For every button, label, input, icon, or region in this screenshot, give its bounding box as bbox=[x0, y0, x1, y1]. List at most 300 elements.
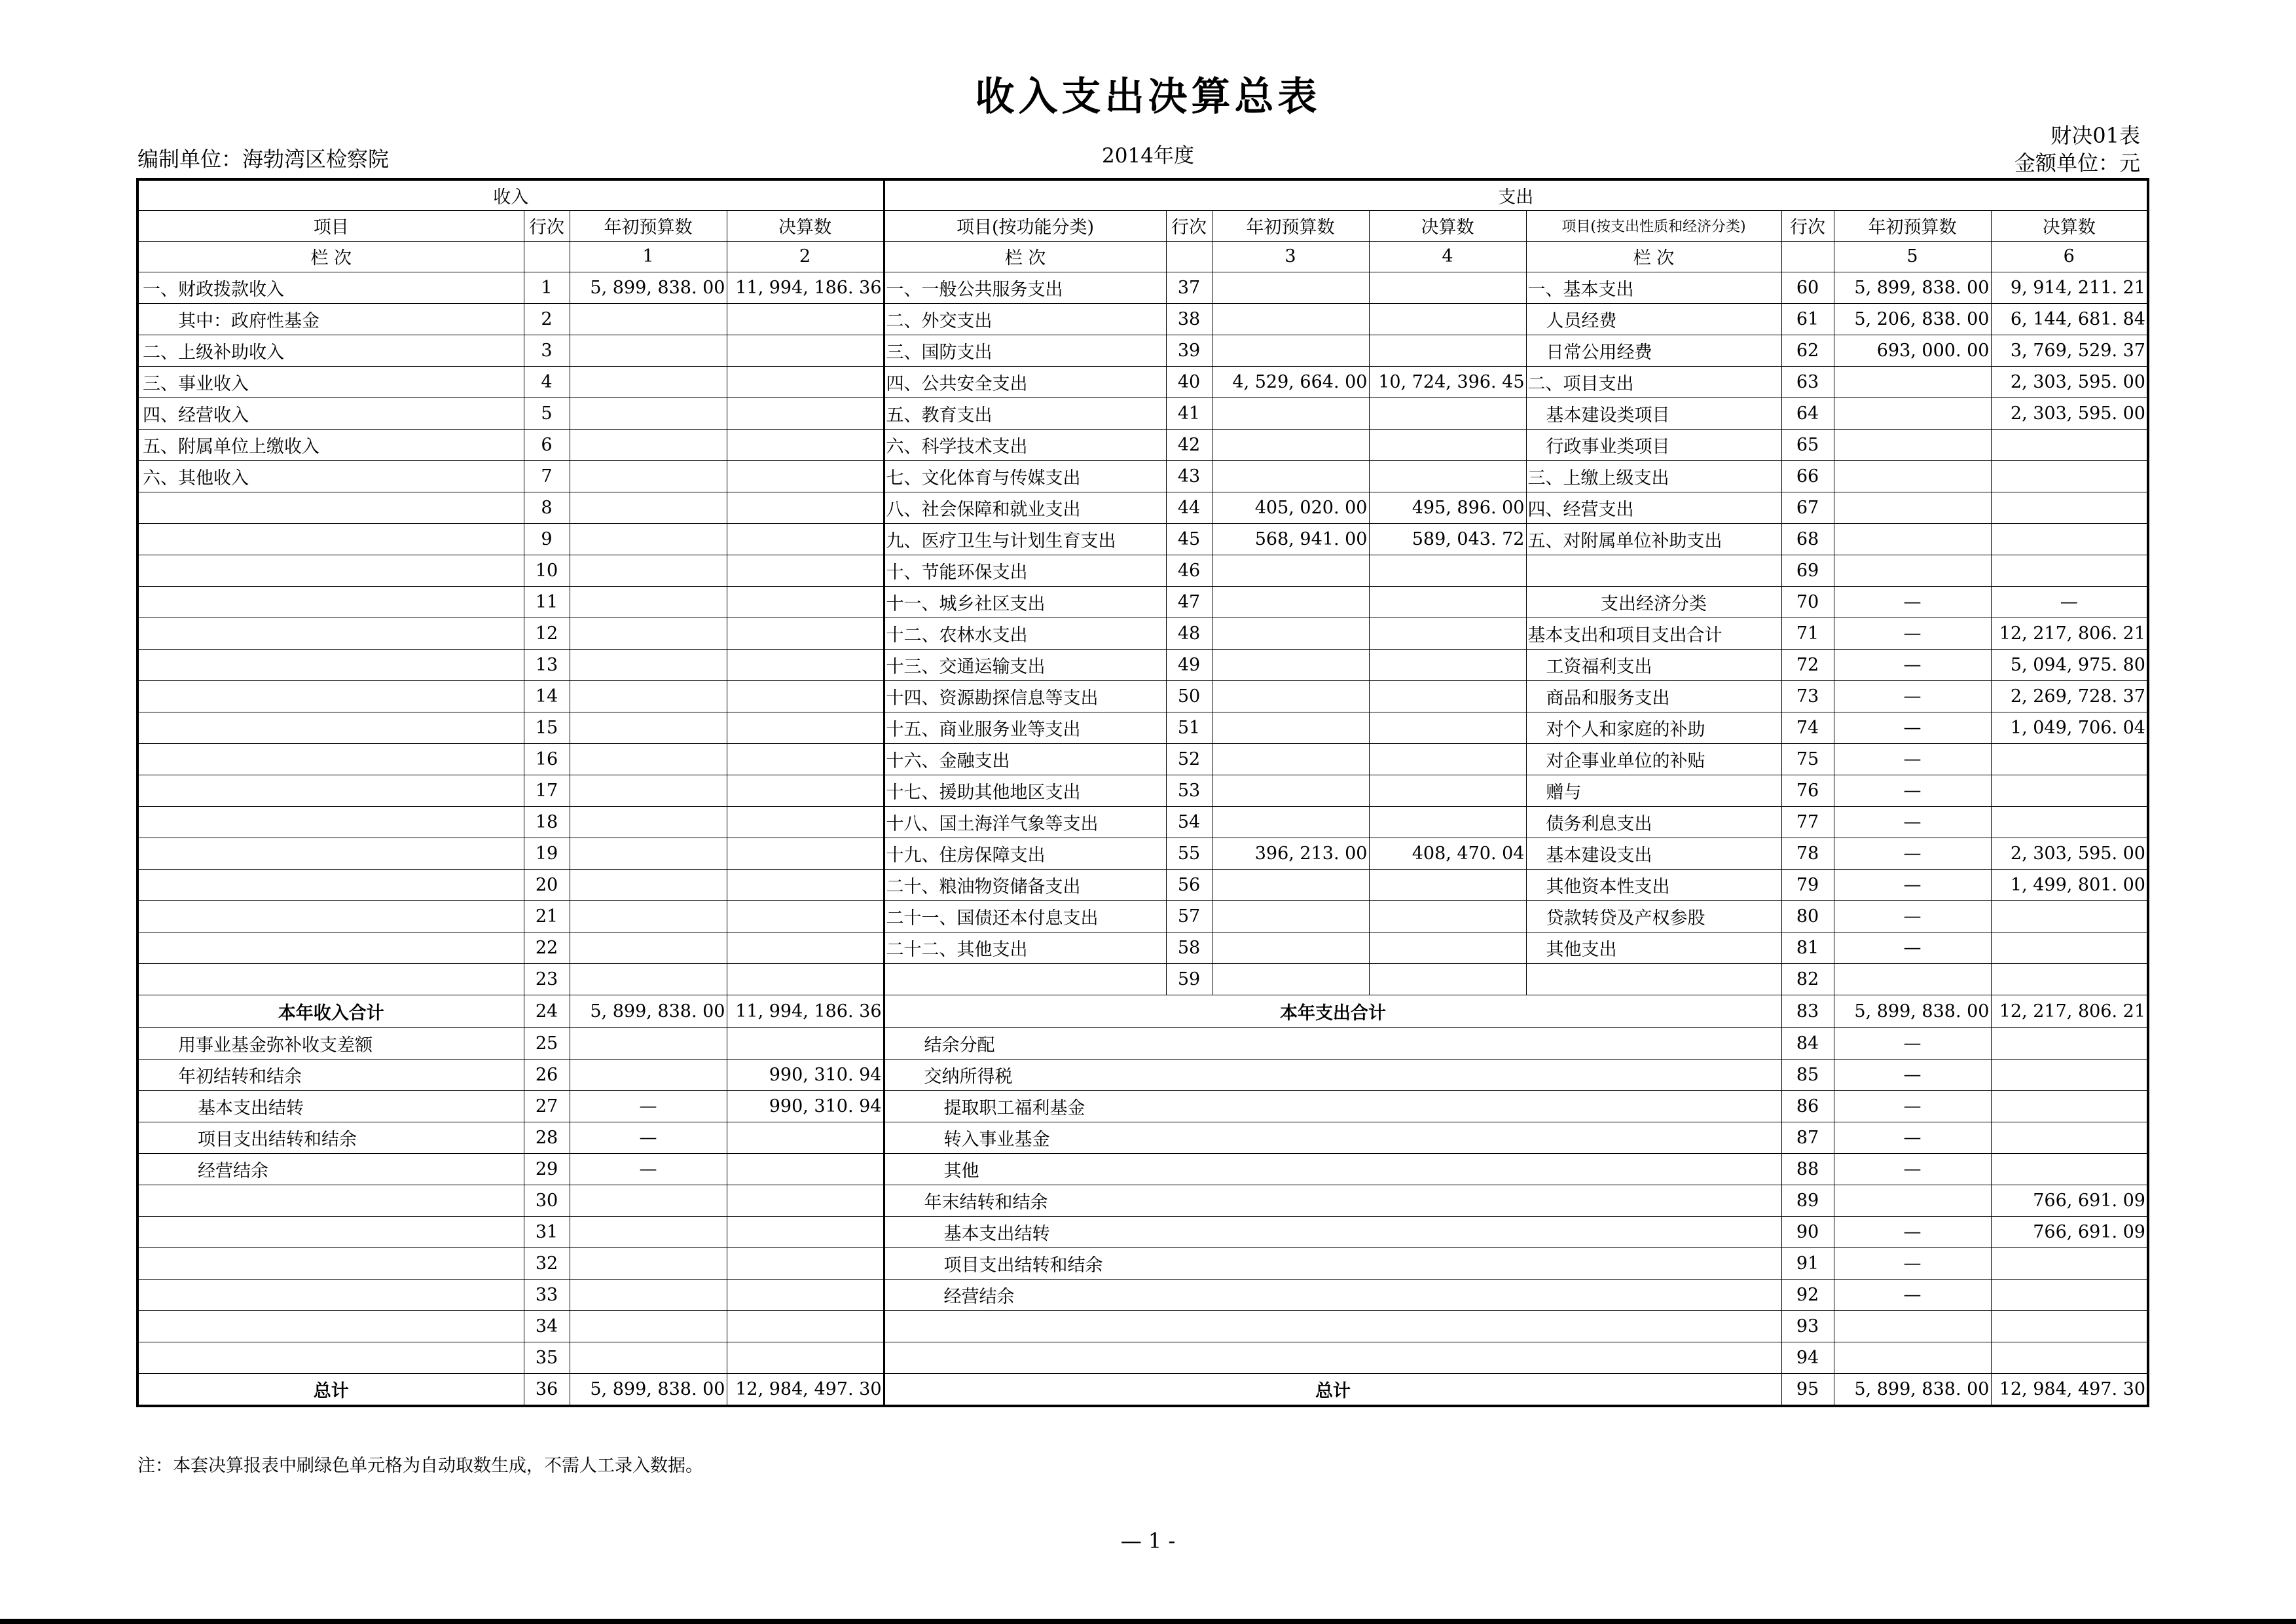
col-number: 6 bbox=[1991, 241, 2148, 272]
final-amount bbox=[1369, 272, 1526, 303]
final-amount bbox=[727, 1027, 884, 1059]
final-amount bbox=[1991, 806, 2148, 838]
page-number: — 1 - bbox=[1120, 1528, 1176, 1553]
function-expense-item: 二、外交支出 bbox=[884, 303, 1166, 335]
line-number: 73 bbox=[1781, 680, 1834, 712]
final-amount: 10, 724, 396. 45 bbox=[1369, 366, 1526, 397]
line-number: 25 bbox=[524, 1027, 570, 1059]
final-amount bbox=[1991, 429, 2148, 460]
line-number: 43 bbox=[1166, 460, 1212, 492]
budget-amount bbox=[570, 1342, 727, 1373]
economic-expense-item: 三、上缴上级支出 bbox=[1526, 460, 1781, 492]
budget-amount: — bbox=[1834, 806, 1991, 838]
column-header-row bbox=[137, 210, 2148, 241]
final-amount bbox=[727, 869, 884, 900]
final-amount bbox=[1369, 775, 1526, 806]
line-number: 16 bbox=[524, 743, 570, 775]
income-item bbox=[137, 1279, 524, 1310]
budget-amount bbox=[1212, 869, 1369, 900]
col-number: 2 bbox=[727, 241, 884, 272]
budget-amount bbox=[1212, 963, 1369, 995]
table-row bbox=[137, 963, 2148, 995]
budget-amount: 5, 206, 838. 00 bbox=[1834, 303, 1991, 335]
function-expense-item: 十九、住房保障支出 bbox=[884, 838, 1166, 869]
budget-amount: — bbox=[570, 1090, 727, 1122]
budget-amount: 568, 941. 00 bbox=[1212, 523, 1369, 555]
line-number: 78 bbox=[1781, 838, 1834, 869]
income-item: 四、经营收入 bbox=[137, 397, 524, 429]
budget-amount: — bbox=[1834, 1027, 1991, 1059]
final-amount bbox=[727, 775, 884, 806]
final-amount bbox=[1991, 555, 2148, 586]
final-amount bbox=[1991, 523, 2148, 555]
col-func-item: 项目(按功能分类) bbox=[884, 210, 1166, 241]
table-row bbox=[137, 1342, 2148, 1373]
final-amount: 1, 049, 706. 04 bbox=[1991, 712, 2148, 743]
final-amount: 3, 769, 529. 37 bbox=[1991, 335, 2148, 366]
expense-item: 项目支出结转和结余 bbox=[884, 1247, 1781, 1279]
final-amount bbox=[1991, 1027, 2148, 1059]
final-amount: 589, 043. 72 bbox=[1369, 523, 1526, 555]
budget-amount: 5, 899, 838. 00 bbox=[1834, 1373, 1991, 1406]
table-row bbox=[137, 1059, 2148, 1090]
budget-amount bbox=[570, 932, 727, 963]
col-item: 项目 bbox=[137, 210, 524, 241]
final-amount bbox=[1369, 586, 1526, 618]
income-item bbox=[137, 775, 524, 806]
final-amount bbox=[727, 1342, 884, 1373]
line-number: 86 bbox=[1781, 1090, 1834, 1122]
budget-amount bbox=[1834, 460, 1991, 492]
final-amount bbox=[1369, 963, 1526, 995]
table-row bbox=[137, 618, 2148, 649]
final-amount bbox=[1369, 460, 1526, 492]
col-number: 5 bbox=[1834, 241, 1991, 272]
line-number: 35 bbox=[524, 1342, 570, 1373]
line-number: 66 bbox=[1781, 460, 1834, 492]
budget-amount bbox=[570, 775, 727, 806]
budget-amount: — bbox=[1834, 1279, 1991, 1310]
final-amount bbox=[1991, 460, 2148, 492]
budget-amount: 693, 000. 00 bbox=[1834, 335, 1991, 366]
line-number: 17 bbox=[524, 775, 570, 806]
budget-amount bbox=[570, 869, 727, 900]
table-row bbox=[137, 272, 2148, 303]
income-item: 年初结转和结余 bbox=[137, 1059, 524, 1090]
final-amount bbox=[1369, 806, 1526, 838]
table-row bbox=[137, 303, 2148, 335]
income-item: 三、事业收入 bbox=[137, 366, 524, 397]
table-row bbox=[137, 932, 2148, 963]
currency-unit: 金额单位：元 bbox=[2014, 151, 2140, 175]
col-budget: 年初预算数 bbox=[1834, 210, 1991, 241]
function-expense-item: 十三、交通运输支出 bbox=[884, 649, 1166, 680]
line-number: 59 bbox=[1166, 963, 1212, 995]
function-expense-item bbox=[884, 963, 1166, 995]
expense-sum-label: 本年支出合计 bbox=[884, 995, 1781, 1027]
line-number: 81 bbox=[1781, 932, 1834, 963]
line-number: 18 bbox=[524, 806, 570, 838]
budget-amount: — bbox=[1834, 649, 1991, 680]
line-number: 68 bbox=[1781, 523, 1834, 555]
budget-amount bbox=[1834, 397, 1991, 429]
expense-item: 交纳所得税 bbox=[884, 1059, 1781, 1090]
line-cell bbox=[1781, 241, 1834, 272]
final-amount: 2, 303, 595. 00 bbox=[1991, 397, 2148, 429]
final-amount bbox=[727, 838, 884, 869]
line-number: 94 bbox=[1781, 1342, 1834, 1373]
line-number: 27 bbox=[524, 1090, 570, 1122]
economic-expense-item: 债务利息支出 bbox=[1526, 806, 1781, 838]
final-amount bbox=[727, 1247, 884, 1279]
final-amount bbox=[727, 523, 884, 555]
budget-amount: 5, 899, 838. 00 bbox=[1834, 272, 1991, 303]
line-number: 42 bbox=[1166, 429, 1212, 460]
final-amount bbox=[727, 963, 884, 995]
line-number: 70 bbox=[1781, 586, 1834, 618]
budget-amount bbox=[1212, 743, 1369, 775]
income-item bbox=[137, 963, 524, 995]
final-amount: 408, 470. 04 bbox=[1369, 838, 1526, 869]
economic-expense-item: 日常公用经费 bbox=[1526, 335, 1781, 366]
budget-amount bbox=[1834, 555, 1991, 586]
line-number: 49 bbox=[1166, 649, 1212, 680]
budget-amount bbox=[1212, 712, 1369, 743]
line-number: 24 bbox=[524, 995, 570, 1027]
function-expense-item: 六、科学技术支出 bbox=[884, 429, 1166, 460]
income-item bbox=[137, 523, 524, 555]
line-number: 80 bbox=[1781, 900, 1834, 932]
line-number: 52 bbox=[1166, 743, 1212, 775]
line-number: 7 bbox=[524, 460, 570, 492]
income-item bbox=[137, 806, 524, 838]
col-number: 3 bbox=[1212, 241, 1369, 272]
lanci-label: 栏 次 bbox=[137, 241, 524, 272]
economic-expense-item: 商品和服务支出 bbox=[1526, 680, 1781, 712]
budget-amount: 396, 213. 00 bbox=[1212, 838, 1369, 869]
budget-amount bbox=[1834, 1342, 1991, 1373]
table-row bbox=[137, 743, 2148, 775]
final-amount bbox=[1369, 649, 1526, 680]
section-header-row bbox=[137, 179, 2148, 210]
col-number: 4 bbox=[1369, 241, 1526, 272]
grand-total-row bbox=[137, 1373, 2148, 1406]
table-row bbox=[137, 429, 2148, 460]
budget-amount bbox=[1834, 1185, 1991, 1216]
budget-amount bbox=[570, 366, 727, 397]
line-number: 39 bbox=[1166, 335, 1212, 366]
budget-amount: — bbox=[1834, 1122, 1991, 1153]
budget-amount bbox=[1212, 460, 1369, 492]
final-amount bbox=[727, 1153, 884, 1185]
col-final: 决算数 bbox=[727, 210, 884, 241]
final-amount: 12, 217, 806. 21 bbox=[1991, 618, 2148, 649]
income-item: 经营结余 bbox=[137, 1153, 524, 1185]
budget-amount bbox=[1834, 523, 1991, 555]
col-budget: 年初预算数 bbox=[1212, 210, 1369, 241]
final-amount bbox=[727, 680, 884, 712]
line-number: 95 bbox=[1781, 1373, 1834, 1406]
final-amount bbox=[1991, 1090, 2148, 1122]
final-amount bbox=[727, 555, 884, 586]
budget-amount bbox=[570, 712, 727, 743]
line-number: 44 bbox=[1166, 492, 1212, 523]
col-number: 1 bbox=[570, 241, 727, 272]
final-amount bbox=[727, 303, 884, 335]
expense-item: 其他 bbox=[884, 1153, 1781, 1185]
final-amount bbox=[727, 743, 884, 775]
function-expense-item: 四、公共安全支出 bbox=[884, 366, 1166, 397]
table-row bbox=[137, 335, 2148, 366]
line-number: 40 bbox=[1166, 366, 1212, 397]
economic-expense-item: 其他支出 bbox=[1526, 932, 1781, 963]
function-expense-item: 十一、城乡社区支出 bbox=[884, 586, 1166, 618]
budget-amount bbox=[570, 1185, 727, 1216]
budget-amount bbox=[570, 1059, 727, 1090]
line-number: 32 bbox=[524, 1247, 570, 1279]
line-number: 8 bbox=[524, 492, 570, 523]
lanci-label: 栏 次 bbox=[884, 241, 1166, 272]
line-number: 54 bbox=[1166, 806, 1212, 838]
budget-amount bbox=[1834, 963, 1991, 995]
function-expense-item: 一、一般公共服务支出 bbox=[884, 272, 1166, 303]
line-number: 60 bbox=[1781, 272, 1834, 303]
line-number: 64 bbox=[1781, 397, 1834, 429]
line-number: 34 bbox=[524, 1310, 570, 1342]
expense-item bbox=[884, 1310, 1781, 1342]
line-number: 47 bbox=[1166, 586, 1212, 618]
final-amount: 766, 691. 09 bbox=[1991, 1185, 2148, 1216]
final-amount: 2, 303, 595. 00 bbox=[1991, 366, 2148, 397]
income-item: 五、附属单位上缴收入 bbox=[137, 429, 524, 460]
economic-expense-item: 基本建设支出 bbox=[1526, 838, 1781, 869]
budget-amount bbox=[570, 963, 727, 995]
final-amount bbox=[727, 618, 884, 649]
function-expense-item: 十、节能环保支出 bbox=[884, 555, 1166, 586]
expense-item: 提取职工福利基金 bbox=[884, 1090, 1781, 1122]
footnote: 注：本套决算报表中刷绿色单元格为自动取数生成，不需人工录入数据。 bbox=[137, 1456, 703, 1476]
budget-amount bbox=[570, 743, 727, 775]
final-amount bbox=[1991, 900, 2148, 932]
final-amount bbox=[1369, 932, 1526, 963]
final-amount bbox=[1991, 775, 2148, 806]
budget-amount bbox=[1212, 618, 1369, 649]
final-amount: 12, 984, 497. 30 bbox=[727, 1373, 884, 1406]
table-row bbox=[137, 1090, 2148, 1122]
final-amount bbox=[1369, 397, 1526, 429]
budget-amount bbox=[570, 1279, 727, 1310]
line-number: 71 bbox=[1781, 618, 1834, 649]
final-amount bbox=[1369, 555, 1526, 586]
final-amount bbox=[727, 460, 884, 492]
budget-amount: — bbox=[1834, 1247, 1991, 1279]
budget-amount: — bbox=[1834, 1090, 1991, 1122]
final-amount bbox=[727, 397, 884, 429]
line-number: 74 bbox=[1781, 712, 1834, 743]
line-number: 77 bbox=[1781, 806, 1834, 838]
table-row bbox=[137, 775, 2148, 806]
budget-amount bbox=[1212, 806, 1369, 838]
income-item bbox=[137, 1247, 524, 1279]
line-number: 82 bbox=[1781, 963, 1834, 995]
line-number: 58 bbox=[1166, 932, 1212, 963]
budget-amount bbox=[570, 492, 727, 523]
line-number: 28 bbox=[524, 1122, 570, 1153]
final-amount: 990, 310. 94 bbox=[727, 1059, 884, 1090]
document-title: 收入支出决算总表 bbox=[975, 74, 1321, 120]
budget-amount bbox=[570, 649, 727, 680]
table-row bbox=[137, 1153, 2148, 1185]
income-section-header: 收入 bbox=[137, 179, 884, 210]
table-row bbox=[137, 1027, 2148, 1059]
income-item bbox=[137, 1185, 524, 1216]
line-number: 88 bbox=[1781, 1153, 1834, 1185]
budget-amount: — bbox=[1834, 1059, 1991, 1090]
income-item bbox=[137, 900, 524, 932]
function-expense-item: 九、医疗卫生与计划生育支出 bbox=[884, 523, 1166, 555]
table-row bbox=[137, 1216, 2148, 1247]
budget-amount bbox=[570, 303, 727, 335]
final-amount bbox=[727, 586, 884, 618]
line-number: 36 bbox=[524, 1373, 570, 1406]
line-number: 31 bbox=[524, 1216, 570, 1247]
line-number: 33 bbox=[524, 1279, 570, 1310]
line-number: 79 bbox=[1781, 869, 1834, 900]
line-number: 29 bbox=[524, 1153, 570, 1185]
table-row bbox=[137, 555, 2148, 586]
final-amount: 2, 269, 728. 37 bbox=[1991, 680, 2148, 712]
income-item: 一、财政拨款收入 bbox=[137, 272, 524, 303]
budget-amount: 5, 899, 838. 00 bbox=[570, 1373, 727, 1406]
income-item bbox=[137, 1310, 524, 1342]
economic-expense-item: 基本支出和项目支出合计 bbox=[1526, 618, 1781, 649]
final-amount bbox=[1369, 335, 1526, 366]
table-row bbox=[137, 838, 2148, 869]
final-amount bbox=[727, 932, 884, 963]
budget-amount: 5, 899, 838. 00 bbox=[570, 272, 727, 303]
col-line: 行次 bbox=[524, 210, 570, 241]
economic-expense-item bbox=[1526, 963, 1781, 995]
line-number: 15 bbox=[524, 712, 570, 743]
line-number: 53 bbox=[1166, 775, 1212, 806]
income-item bbox=[137, 1342, 524, 1373]
line-number: 41 bbox=[1166, 397, 1212, 429]
table-row bbox=[137, 397, 2148, 429]
budget-amount bbox=[570, 1310, 727, 1342]
line-number: 37 bbox=[1166, 272, 1212, 303]
income-item bbox=[137, 712, 524, 743]
expense-item bbox=[884, 1342, 1781, 1373]
table-row bbox=[137, 523, 2148, 555]
final-amount bbox=[1369, 869, 1526, 900]
table-row bbox=[137, 1279, 2148, 1310]
budget-amount: 4, 529, 664. 00 bbox=[1212, 366, 1369, 397]
income-item: 基本支出结转 bbox=[137, 1090, 524, 1122]
final-amount bbox=[1369, 712, 1526, 743]
line-cell bbox=[524, 241, 570, 272]
budget-amount: — bbox=[1834, 712, 1991, 743]
report-year: 2014年度 bbox=[1102, 144, 1194, 168]
expense-sum-label: 总计 bbox=[884, 1373, 1781, 1406]
final-amount bbox=[727, 1310, 884, 1342]
table-row bbox=[137, 492, 2148, 523]
line-number: 50 bbox=[1166, 680, 1212, 712]
budget-amount bbox=[570, 838, 727, 869]
line-number: 91 bbox=[1781, 1247, 1834, 1279]
line-number: 20 bbox=[524, 869, 570, 900]
income-item bbox=[137, 586, 524, 618]
economic-expense-item: 对企事业单位的补贴 bbox=[1526, 743, 1781, 775]
budget-amount: 405, 020. 00 bbox=[1212, 492, 1369, 523]
final-amount bbox=[727, 900, 884, 932]
line-number: 67 bbox=[1781, 492, 1834, 523]
function-expense-item: 十五、商业服务业等支出 bbox=[884, 712, 1166, 743]
line-number: 72 bbox=[1781, 649, 1834, 680]
line-number: 84 bbox=[1781, 1027, 1834, 1059]
function-expense-item: 二十二、其他支出 bbox=[884, 932, 1166, 963]
line-number: 85 bbox=[1781, 1059, 1834, 1090]
line-number: 5 bbox=[524, 397, 570, 429]
budget-amount: — bbox=[570, 1153, 727, 1185]
final-amount bbox=[1991, 963, 2148, 995]
column-number-row bbox=[137, 241, 2148, 272]
final-amount bbox=[1991, 1310, 2148, 1342]
col-final: 决算数 bbox=[1369, 210, 1526, 241]
line-number: 76 bbox=[1781, 775, 1834, 806]
line-number: 22 bbox=[524, 932, 570, 963]
budget-amount bbox=[1212, 680, 1369, 712]
budget-amount: — bbox=[1834, 869, 1991, 900]
final-amount bbox=[1991, 1153, 2148, 1185]
prepared-by-unit: 编制单位：海勃湾区检察院 bbox=[137, 147, 390, 172]
line-number: 63 bbox=[1781, 366, 1834, 397]
income-item: 六、其他收入 bbox=[137, 460, 524, 492]
scan-edge bbox=[0, 1619, 2296, 1624]
final-amount bbox=[1991, 932, 2148, 963]
income-item: 其中：政府性基金 bbox=[137, 303, 524, 335]
economic-expense-item: 五、对附属单位补助支出 bbox=[1526, 523, 1781, 555]
final-amount bbox=[1991, 492, 2148, 523]
final-amount: 11, 994, 186. 36 bbox=[727, 995, 884, 1027]
income-item bbox=[137, 838, 524, 869]
line-number: 26 bbox=[524, 1059, 570, 1090]
final-amount bbox=[1991, 1247, 2148, 1279]
economic-expense-item bbox=[1526, 555, 1781, 586]
final-amount bbox=[1369, 900, 1526, 932]
final-amount: 11, 994, 186. 36 bbox=[727, 272, 884, 303]
final-amount bbox=[727, 649, 884, 680]
budget-amount bbox=[570, 555, 727, 586]
expense-item: 转入事业基金 bbox=[884, 1122, 1781, 1153]
final-amount: 2, 303, 595. 00 bbox=[1991, 838, 2148, 869]
table-row bbox=[137, 900, 2148, 932]
budget-amount: — bbox=[1834, 900, 1991, 932]
lanci-label: 栏 次 bbox=[1526, 241, 1781, 272]
table-row bbox=[137, 712, 2148, 743]
col-budget: 年初预算数 bbox=[570, 210, 727, 241]
line-number: 23 bbox=[524, 963, 570, 995]
line-number: 2 bbox=[524, 303, 570, 335]
income-item bbox=[137, 555, 524, 586]
line-number: 48 bbox=[1166, 618, 1212, 649]
function-expense-item: 二十、粮油物资储备支出 bbox=[884, 869, 1166, 900]
line-cell bbox=[1166, 241, 1212, 272]
line-number: 51 bbox=[1166, 712, 1212, 743]
final-amount bbox=[727, 335, 884, 366]
budget-amount bbox=[570, 618, 727, 649]
function-expense-item: 三、国防支出 bbox=[884, 335, 1166, 366]
final-amount: 9, 914, 211. 21 bbox=[1991, 272, 2148, 303]
